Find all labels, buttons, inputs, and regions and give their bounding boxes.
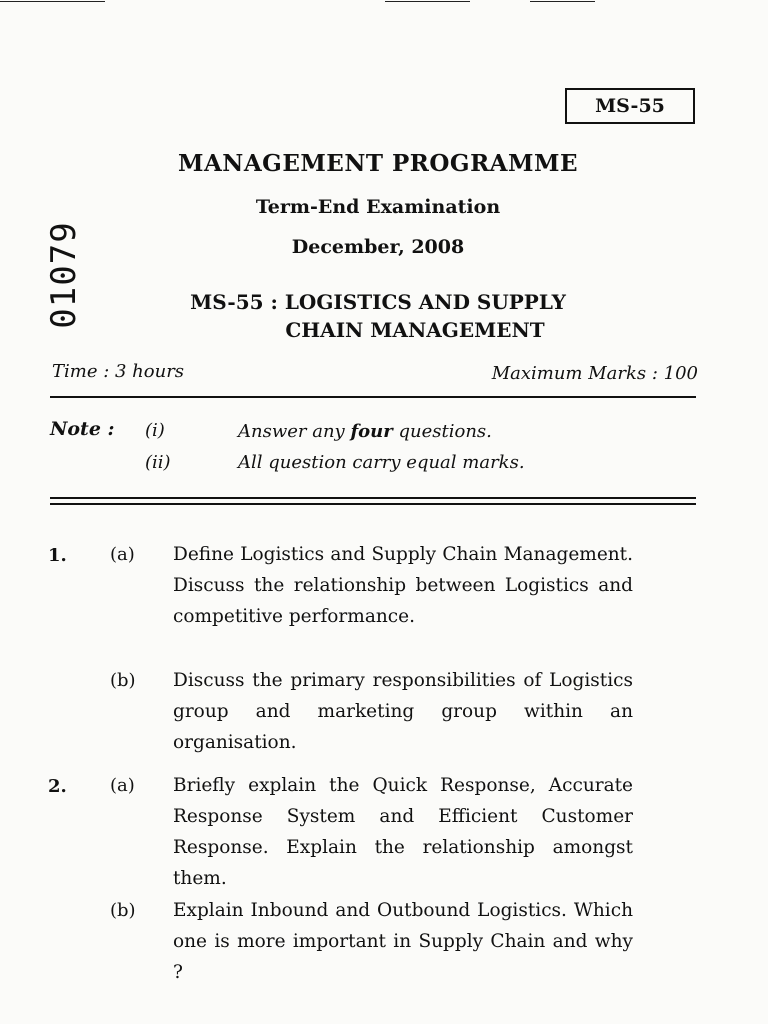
- note-item-number: (ii): [145, 452, 171, 473]
- question-part-text: Explain Inbound and Outbound Logistics. Which one is more important in Supply Chain and why ?: [173, 900, 633, 983]
- exam-heading: Term-End Examination: [255, 196, 501, 218]
- time-allowed: Time : 3 hours: [52, 361, 185, 382]
- double-divider-bottom: [50, 503, 696, 505]
- note-item-text: Answer any four questions.: [238, 421, 492, 442]
- programme-heading: MANAGEMENT PROGRAMME: [178, 150, 578, 177]
- paper-code-box: MS-55: [565, 88, 695, 124]
- double-divider-top: [50, 497, 696, 499]
- question-part-label: (b): [110, 670, 136, 691]
- divider: [50, 396, 696, 398]
- question-number: 2.: [48, 776, 67, 797]
- note-item-text: All question carry equal marks.: [238, 452, 525, 473]
- question-part-text: Discuss the primary responsibilities of Logistics group and marketing group within an organisation.: [173, 670, 633, 753]
- note-item-number: (i): [145, 420, 165, 441]
- exam-date: December, 2008: [291, 236, 465, 258]
- scan-edge-line: [530, 1, 595, 2]
- scan-edge-line: [385, 1, 470, 2]
- question-part-text: Define Logistics and Supply Chain Management. Discuss the relationship between Logistics and competitive performance.: [173, 544, 633, 627]
- course-title-line1: MS-55 : LOGISTICS AND SUPPLY: [190, 290, 566, 314]
- maximum-marks: Maximum Marks : 100: [491, 363, 698, 384]
- scan-edge-line: [0, 1, 105, 2]
- question-part-label: (a): [110, 775, 135, 796]
- serial-number: 01079: [44, 221, 84, 329]
- course-title-line2: CHAIN MANAGEMENT: [285, 318, 545, 342]
- question-number: 1.: [48, 545, 67, 566]
- note-label: Note :: [50, 418, 115, 440]
- question-part-text: Briefly explain the Quick Response, Accurate Response System and Efficient Customer Response. Explain the relationship amongst them.: [173, 775, 633, 889]
- question-part-label: (b): [110, 900, 136, 921]
- question-part-label: (a): [110, 544, 135, 565]
